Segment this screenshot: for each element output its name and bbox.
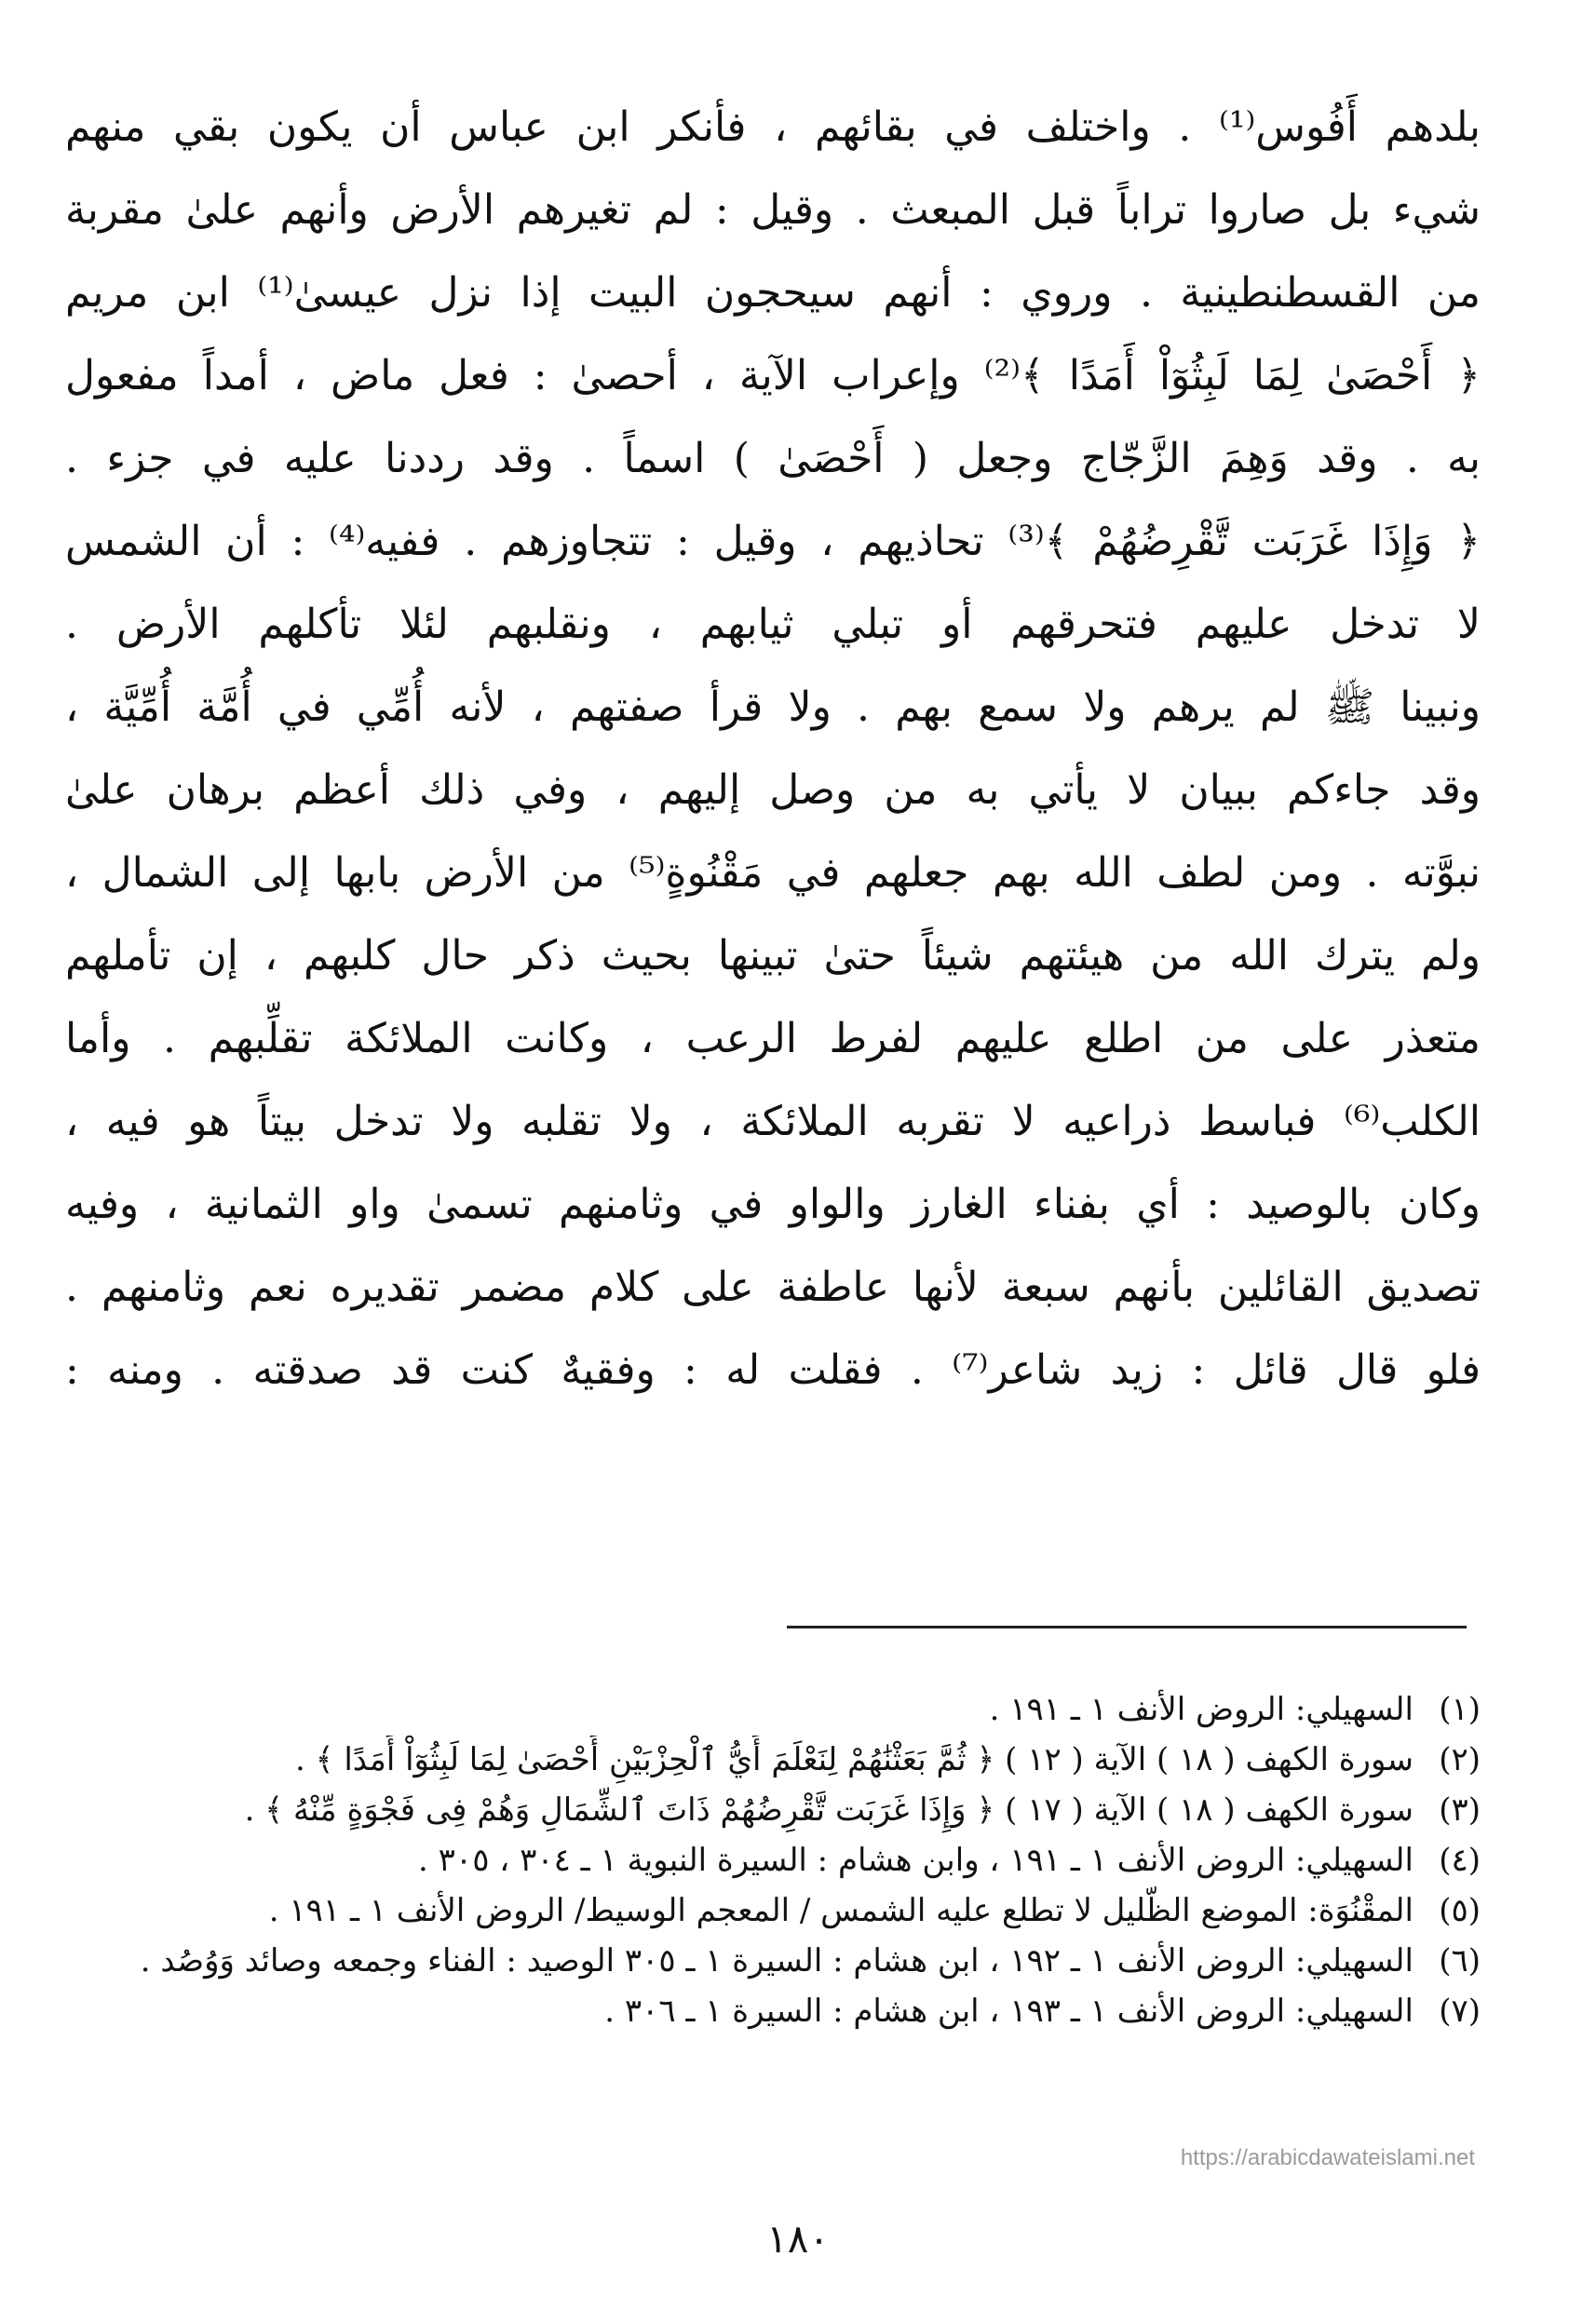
text-line: من القسطنطينية . وروي : أنهم سيحجون البيت إذا نزل عيسىٰ⁽¹⁾ ابن مريم: [65, 269, 1481, 317]
footnote-number: (٣): [1439, 1791, 1481, 1829]
footnote-number: (٧): [1439, 1993, 1481, 2030]
footnote-text: سورة الكهف ( ١٨ ) الآية ( ١٢ ) ﴿ ثُمَّ بَعَثْنَٰهُمْ لِنَعْلَمَ أَيُّ ٱلْحِزْبَيْنِ أَحْصَىٰ لِمَا لَبِثُوٓاْ أَمَدًا ﴾ .: [294, 1741, 1413, 1778]
text-line: وكان بالوصيد : أي بفناء الغارز والواو في وثامنهم تسمىٰ واو الثمانية ، وفيه: [65, 1181, 1481, 1228]
footnote-item: [65, 1685, 1481, 1734]
text-line: به . وقد وَهِمَ الزَّجّاج وجعل ( أَحْصَىٰ ) اسماً . وقد رددنا عليه في جزء .: [65, 435, 1481, 482]
footnote-item: [65, 1987, 1481, 2035]
footnote-text: السهيلي: الروض الأنف ١ ـ ١٩١ .: [989, 1691, 1413, 1728]
text-line: الكلب⁽⁶⁾ فباسط ذراعيه لا تقربه الملائكة ، ولا تقلبه ولا تدخل بيتاً هو فيه ،: [65, 1098, 1481, 1145]
footnote-number: (٤): [1439, 1842, 1481, 1879]
text-line: لا تدخل عليهم فتحرقهم أو تبلي ثيابهم ، ونقلبهم لئلا تأكلهم الأرض .: [65, 601, 1481, 648]
footnote-separator: [787, 1626, 1467, 1628]
footnote-item: [65, 1886, 1481, 1935]
text-line: ﴿ وَإِذَا غَرَبَت تَّقْرِضُهُمْ ﴾⁽³⁾ تحاذيهم ، وقيل : تتجاوزهم . ففيه⁽⁴⁾ : أن الشمس: [65, 518, 1481, 565]
text-line: نبوَّته . ومن لطف الله بهم جعلهم في مَقْنُوةٍ⁽⁵⁾ من الأرض بابها إلى الشمال ،: [65, 849, 1481, 897]
text-line: بلدهم أَفُوس⁽¹⁾ . واختلف في بقائهم ، فأنكر ابن عباس أن يكون بقي منهم: [65, 103, 1481, 151]
footnote-text: السهيلي: الروض الأنف ١ ـ ١٩٢ ، ابن هشام : السيرة ١ ـ ٣٠٥ الوصيد : الفناء وجمعه وصائد وَوُصُد .: [140, 1942, 1413, 1979]
footnotes: [65, 1685, 1481, 2037]
text-line: تصديق القائلين بأنهم سبعة لأنها عاطفة على كلام مضمر تقديره نعم وثامنهم .: [65, 1263, 1481, 1311]
footnote-text: المقْنُوَة: الموضع الظَّليل لا تطلع عليه الشمس / المعجم الوسيط/ الروض الأنف ١ ـ ١٩١ .: [268, 1892, 1413, 1929]
footnote-item: [65, 1786, 1481, 1834]
text-line: ولم يترك الله من هيئتهم شيئاً حتىٰ تبينها بحيث ذكر حال كلبهم ، إن تأملهم: [65, 932, 1481, 980]
footnote-number: (١): [1439, 1691, 1481, 1728]
text-line: ﴿ أَحْصَىٰ لِمَا لَبِثُوٓاْ أَمَدًا ﴾⁽²⁾ وإعراب الآية ، أحصىٰ : فعل ماض ، أمداً مفعول: [65, 352, 1481, 399]
source-watermark: https://arabicdawateislami.net: [1180, 2145, 1475, 2170]
text-line: وقد جاءكم ببيان لا يأتي به من وصل إليهم ، وفي ذلك أعظم برهان علىٰ: [65, 766, 1481, 814]
footnote-item: [65, 1836, 1481, 1885]
text-line: شيء بل صاروا تراباً قبل المبعث . وقيل : لم تغيرهم الأرض وأنهم علىٰ مقربة: [65, 186, 1481, 234]
text-line: فلو قال قائل : زيد شاعر⁽⁷⁾ . فقلت له : وفقيهٌ كنت قد صدقته . ومنه :: [65, 1346, 1481, 1394]
footnote-number: (٢): [1439, 1741, 1481, 1778]
text-line: متعذر على من اطلع عليهم لفرط الرعب ، وكانت الملائكة تقلِّبهم . وأما: [65, 1015, 1481, 1062]
footnote-text: السهيلي: الروض الأنف ١ ـ ١٩١ ، وابن هشام : السيرة النبوية ١ ـ ٣٠٤ ، ٣٠٥ .: [418, 1842, 1413, 1879]
footnote-number: (٥): [1439, 1892, 1481, 1929]
footnote-number: (٦): [1439, 1942, 1481, 1979]
footnote-item: [65, 1736, 1481, 1784]
footnote-text: سورة الكهف ( ١٨ ) الآية ( ١٧ ) ﴿ وَإِذَا غَرَبَت تَّقْرِضُهُمْ ذَاتَ ٱلشِّمَالِ وَهُمْ فِى فَجْوَةٍ مِّنْهُ ﴾ .: [244, 1791, 1413, 1829]
text-line: ونبينا ﷺ لم يرهم ولا سمع بهم . ولا قرأ صفتهم ، لأنه أُمِّي في أُمَّة أُمِّيَّة ،: [65, 683, 1481, 731]
page-number: ١٨٠: [766, 2216, 830, 2262]
footnote-text: السهيلي: الروض الأنف ١ ـ ١٩٣ ، ابن هشام : السيرة ١ ـ ٣٠٦ .: [604, 1993, 1413, 2030]
footnote-item: [65, 1937, 1481, 1985]
main-text-block: [65, 86, 1481, 1412]
